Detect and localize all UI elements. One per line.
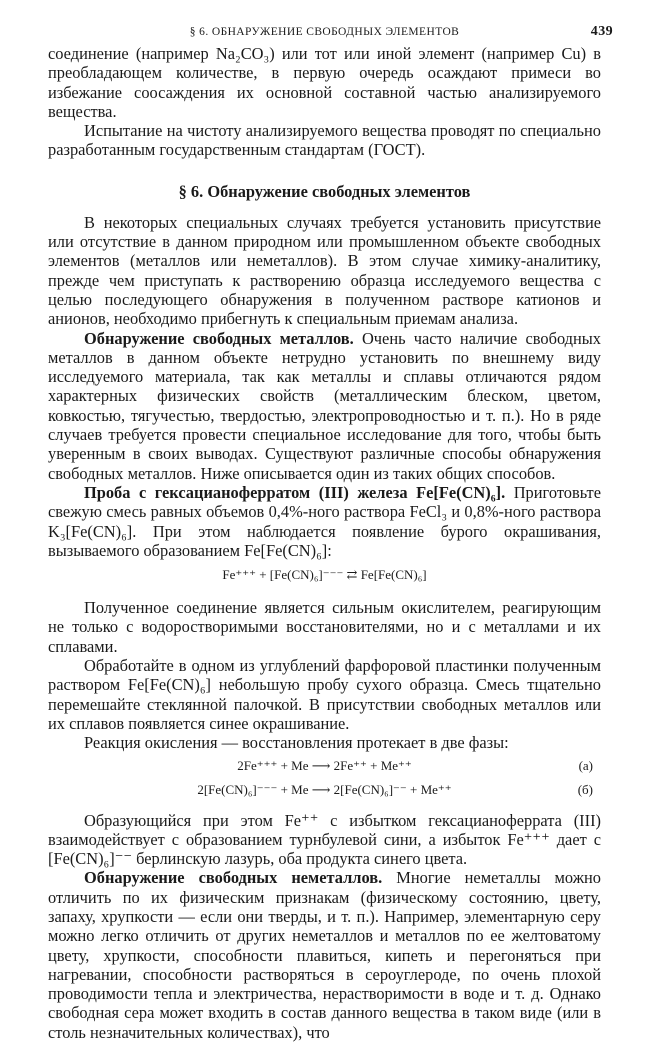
reaction-b-formula: 2[Fe(CN)₆]⁻⁻⁻ + Me ⟶ 2[Fe(CN)₆]⁻⁻ + Me⁺⁺ <box>197 781 452 797</box>
section-heading: § 6. Обнаружение свободных элементов <box>178 181 471 201</box>
redox-paragraph: Реакция окисления — восстановления протекает в две фазы: <box>84 733 509 753</box>
running-title: § 6. ОБНАРУЖЕНИЕ СВОБОДНЫХ ЭЛЕМЕНТОВ <box>189 26 460 38</box>
equation-equilibrium <box>48 564 601 586</box>
metals-text: Очень часто наличие свободных металлов в данном объекте нетрудно установить по внешнему виду исследуемого материала, так как металлы и сплавы отличаются рядом характерных физических свойств (металлическим блеском, цветом, ковкостью, тягучестью, твердостью, электропроводностью и т. п.). Но в ряде случаев требуется провести специальное исследование для того, чтобы быть уверенным в своих выводах. Существуют различные способы обнаружения свободных металлов. Ниже описывается один из таких общих способов. <box>48 328 601 483</box>
nonmetals-paragraph <box>48 868 601 1042</box>
products-paragraph: Образующийся при этом Fe⁺⁺ с избытком гексацианоферрата (III) взаимодействует с образованием турнбулевой сини, а избыток Fe⁺⁺⁺ дает с [Fe(CN)₆]⁻⁻ берлинскую лазурь, оба продукта синего цвета. <box>48 810 601 869</box>
metals-paragraph <box>48 329 601 483</box>
metals-heading: Обнаружение свободных металлов. <box>84 328 354 348</box>
reaction-a-formula: 2Fe⁺⁺⁺ + Me ⟶ 2Fe⁺⁺ + Me⁺⁺ <box>237 757 412 773</box>
test-text: Приготовьте свежую смесь равных объемов 0,4%-ного раствора FeCl₃ и 0,8%-ного раствора K₃[Fe(CN)₆]. При этом наблюдается появление бурого окрашивания, вызываемого образованием Fe[Fe(CN)₆]: <box>48 482 601 560</box>
page-header <box>48 22 613 44</box>
nonmetals-text: Многие неметаллы можно отличить по их физическим признакам (физическому состоянию, цвету, запаху, хрупкости — если они тверды, и т. п.). Например, элементарную серу можно легко отличить от других неметаллов и металлов по ее желтоватому цвету, хрупкости, способности плавиться, кипеть и перегоняться при нагревании, способности растворяться в сероуглероде, по очень плохой проводимости тепла и электричества, нерастворимости в воде и т. д. Однако свободная сера может входить в состав данного вещества в таком виде (или в столь незначительных количествах), что <box>48 868 602 1042</box>
intro-paragraph-1: соединение (например Na₂CO₃) или тот или иной элемент (например Cu) в преобладающем количестве, в первую очередь осаждают примеси во избежание соосаждения их основной составной частью анализируемого вещества. <box>48 44 601 121</box>
procedure-paragraph: Обработайте в одном из углублений фарфоровой пластинки полученным раствором Fe[Fe(CN)₆] небольшую пробу сухого образца. Смесь тщательно перемешайте стеклянной палочкой. В присутствии свободных металлов или их сплавов появляется синее окрашивание. <box>48 656 601 733</box>
reaction-b <box>48 779 601 801</box>
oxidizer-paragraph: Полученное соединение является сильным окислителем, реагирующим не только с водоростворимыми восстановителями, но и с металлами и их сплавами. <box>48 598 601 656</box>
reaction-b-label: (б) <box>577 781 593 797</box>
reaction-a <box>48 755 601 777</box>
reaction-a-label: (а) <box>578 757 593 773</box>
intro-paragraph-2: Испытание на чистоту анализируемого вещества проводят по специально разработанным государственным стандартам (ГОСТ). <box>48 121 601 160</box>
test-paragraph <box>48 483 601 560</box>
nonmetals-heading: Обнаружение свободных неметаллов. <box>84 868 383 888</box>
page-number: 439 <box>590 24 613 39</box>
section-paragraph-1: В некоторых специальных случаях требуется установить присутствие или отсутствие в данном природном или промышленном объекте свободных элементов (металлов или неметаллов). В этом случае химику-аналитику, прежде чем приступать к растворению образца исследуемого вещества с целью последующего обнаружения в полученном растворе катионов и анионов, необходимо прибегнуть к специальным приемам анализа. <box>48 212 601 329</box>
test-heading: Проба с гексацианоферратом (III) железа Fe[Fe(CN)₆]. <box>84 482 506 502</box>
equation-formula: Fe⁺⁺⁺ + [Fe(CN)₆]⁻⁻⁻ ⇄ Fe[Fe(CN)₆] <box>222 567 427 583</box>
